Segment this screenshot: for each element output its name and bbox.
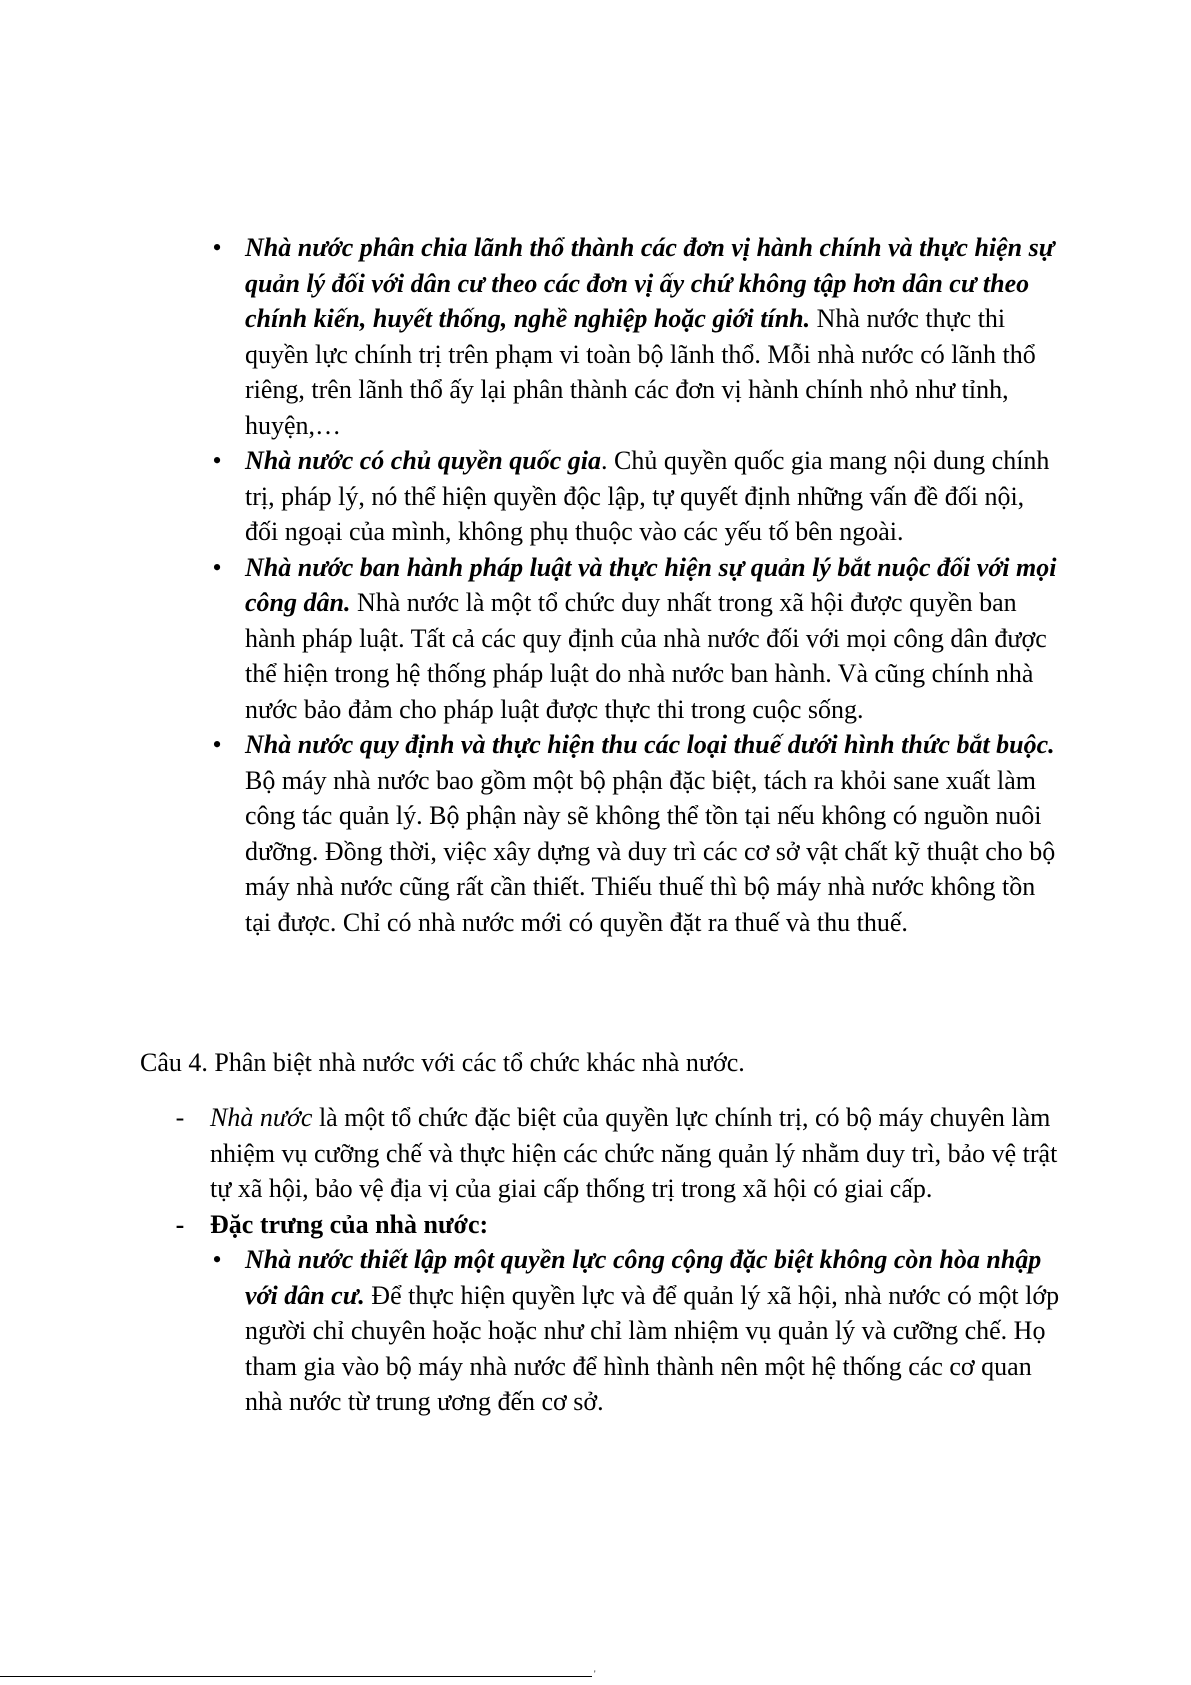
definition-term: Nhà nước [210,1103,313,1132]
bullet-icon: • [212,730,222,759]
footer-divider [0,1676,592,1677]
item-title: Nhà nước thiết lập một quyền lực công cộng đặc biệt không còn hòa nhập với dân cư. [245,1245,1042,1310]
definition-list [175,1100,1060,1420]
definition-text: là một tổ chức đặc biệt của quyền lực chính trị, có bộ máy chuyên làm nhiệm vụ cưỡng chế và thực hiện các chức năng quản lý nhằm duy trì, bảo vệ trật tự xã hội, bảo vệ địa vị của giai cấp thống trị trong xã hội có giai cấp. [210,1103,1058,1203]
features-item [175,1207,1060,1420]
item-text: Nhà nước là một tổ chức duy nhất trong xã hội được quyền ban hành pháp luật. Tất cả các quy định của nhà nước đối với mọi công dân được thể hiện trong hệ thống pháp luật do nhà nước ban hành. Và cũng chính nhà nước bảo đảm cho pháp luật được thực thi trong cuộc sống. [245,588,1047,724]
list-item [212,550,1060,728]
list-item [212,230,1060,443]
item-title: Nhà nước phân chia lãnh thổ thành các đơn vị hành chính và thực hiện sự quản lý đối với dân cư theo các đơn vị ấy chứ không tập hơn dân cư theo chính kiến, huyết thống, nghề nghiệp hoặc giới tính. [245,233,1055,333]
definition-item [175,1100,1060,1207]
item-text: Để thực hiện quyền lực và để quản lý xã hội, nhà nước có một lớp người chỉ chuyên hoặc hoặc như chỉ làm nhiệm vụ quản lý và cưỡng chế. Họ tham gia vào bộ máy nhà nước để hình thành nên một hệ thống các cơ quan nhà nước từ trung ương đến cơ sở. [245,1280,1060,1416]
dash-icon: - [175,1103,185,1132]
item-text: . Chủ quyền quốc gia mang nội dung chính trị, pháp lý, nó thể hiện quyền độc lập, tự quyết định những vấn đề đối nội, đối ngoại của mình, không phụ thuộc vào các yếu tố bên ngoài. [245,446,1050,546]
bullet-icon: • [212,1245,222,1274]
list-item [212,727,1060,940]
state-characteristics-list [212,230,1060,940]
item-title: Nhà nước ban hành pháp luật và thực hiện sự quản lý bắt nuộc đối với mọi công dân. [245,552,1057,617]
item-title: Nhà nước quy định và thực hiện thu các loại thuế dưới hình thức bắt buộc. [245,730,1055,759]
question-heading: Câu 4. Phân biệt nhà nước với các tổ chức khác nhà nước. [140,1048,745,1077]
dash-icon: - [175,1209,185,1239]
item-text: Nhà nước thực thi quyền lực chính trị trên phạm vi toàn bộ lãnh thổ. Mỗi nhà nước có lãnh thổ riêng, trên lãnh thổ ấy lại phân thành các đơn vị hành chính nhỏ như tỉnh, huyện,… [245,304,1036,440]
features-list [210,1242,1060,1420]
list-item [212,443,1060,550]
item-text: Bộ máy nhà nước bao gồm một bộ phận đặc biệt, tách ra khỏi sane xuất làm công tác quản lý. Bộ phận này sẽ không thể tồn tại nếu không có nguồn nuôi dưỡng. Đồng thời, việc xây dựng và duy trì các cơ sở vật chất kỹ thuật cho bộ máy nhà nước cũng rất cần thiết. Thiếu thuế thì bộ máy nhà nước không tồn tại được. Chỉ có nhà nước mới có quyền đặt ra thuế và thu thuế. [245,765,1056,937]
list-item [212,1242,1060,1420]
footer-mark: ' [594,1669,596,1679]
item-title: Nhà nước có chủ quyền quốc gia [245,446,601,475]
bullet-icon: • [212,552,222,582]
bullet-icon: • [212,446,222,475]
features-heading: Đặc trưng của nhà nước: [210,1209,489,1239]
bullet-icon: • [212,233,222,262]
